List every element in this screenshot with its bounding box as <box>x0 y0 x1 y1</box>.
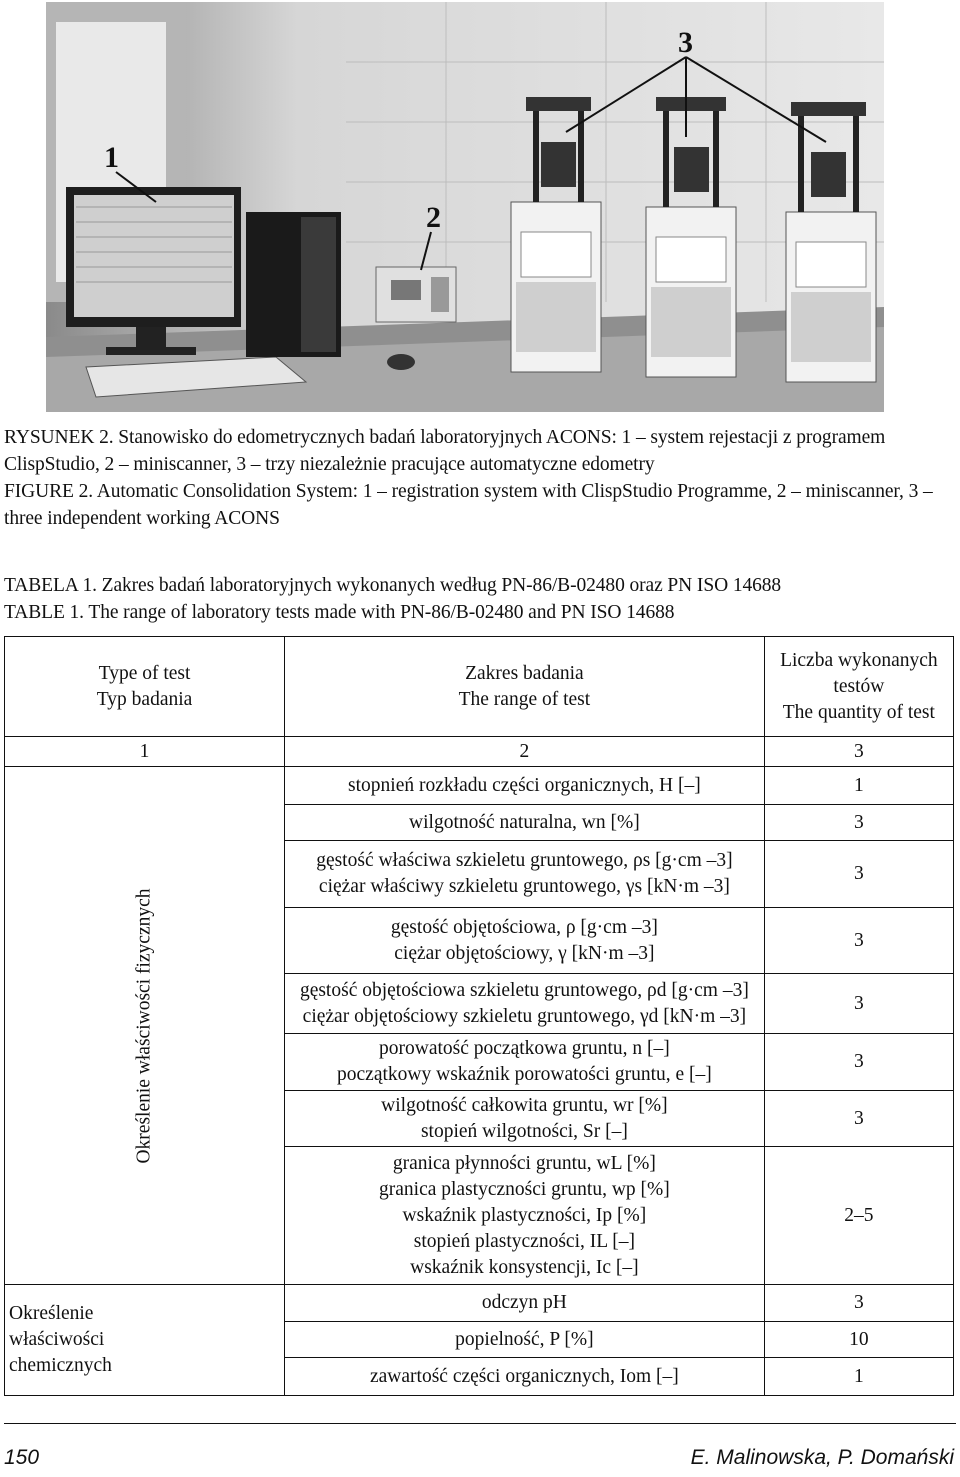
column-number: 1 <box>5 737 285 767</box>
running-authors: E. Malinowska, P. Domański <box>690 1446 954 1469</box>
column-number: 2 <box>285 737 765 767</box>
range-line: granica plastyczności gruntu, wp [%] <box>379 1178 670 1200</box>
range-cell <box>285 1091 765 1147</box>
callout-3: 3 <box>678 26 693 59</box>
range-line: stopnień rozkładu części organicznych, H [–] <box>348 774 701 796</box>
page-number: 150 <box>4 1446 40 1469</box>
range-line: gęstość objętościowa, ρ [g·cm –3] <box>390 916 658 938</box>
range-line: stopień plastyczności, IL [–] <box>413 1230 636 1252</box>
range-cell <box>285 767 765 805</box>
quantity-cell: 1 <box>764 767 953 805</box>
quantity-cell: 3 <box>764 805 953 841</box>
range-line: gęstość właściwa szkieletu gruntowego, ρs [g·cm –3] <box>316 850 733 871</box>
header-type-pl: Typ badania <box>96 688 193 710</box>
quantity-cell: 3 <box>764 1091 953 1147</box>
range-line: wskaźnik plastyczności, Ip [%] <box>402 1204 647 1226</box>
range-cell <box>285 974 765 1034</box>
header-range-pl: Zakres badania <box>465 662 584 684</box>
callout-2: 2 <box>426 201 441 234</box>
range-line: wskaźnik konsystencji, Ic [–] <box>410 1256 639 1278</box>
table-title-en: TABLE 1. The range of laboratory tests made with PN-86/B-02480 and PN ISO 14688 <box>4 602 675 623</box>
footer-divider <box>4 1423 956 1424</box>
column-number-row <box>5 737 954 767</box>
lab-photo <box>46 2 884 412</box>
group-chemical-label: Określenie <box>9 1303 94 1324</box>
group-chemical-label: właściwości <box>9 1329 105 1350</box>
range-line: zawartość części organicznych, Iom [–] <box>370 1365 679 1387</box>
column-number: 3 <box>764 737 953 767</box>
header-quantity-en: The quantity of test <box>782 701 935 723</box>
quantity-cell: 10 <box>764 1322 953 1358</box>
range-line: popielność, P [%] <box>455 1328 594 1350</box>
callout-1: 1 <box>104 141 119 174</box>
range-line: ciężar objętościowy, γ [kN·m –3] <box>394 942 655 964</box>
range-cell <box>285 1034 765 1091</box>
range-cell <box>285 841 765 908</box>
header-quantity-pl-2: testów <box>833 675 885 697</box>
range-line: ciężar właściwy szkieletu gruntowego, γs [kN·m –3] <box>318 876 730 897</box>
quantity-cell: 2–5 <box>764 1147 953 1285</box>
header-type <box>5 637 285 737</box>
header-range-en: The range of test <box>458 688 591 710</box>
range-line: początkowy wskaźnik porowatości gruntu, e [–] <box>337 1064 712 1085</box>
tests-table <box>4 636 954 1396</box>
figure-caption-en: FIGURE 2. Automatic Consolidation System: 1 – registration system with ClispStudio Programme, 2 – miniscanner, 3 – three independent working ACONS <box>4 481 933 529</box>
table-row <box>5 767 954 805</box>
header-quantity-pl-1: Liczba wykonanych <box>780 649 938 671</box>
quantity-cell: 3 <box>764 841 953 908</box>
range-cell <box>285 908 765 974</box>
range-line: wilgotność całkowita gruntu, wr [%] <box>381 1094 668 1116</box>
range-line: stopień wilgotności, Sr [–] <box>420 1120 628 1142</box>
quantity-cell: 3 <box>764 908 953 974</box>
range-cell <box>285 805 765 841</box>
range-line: ciężar objętościowy szkieletu gruntowego, γd [kN·m –3] <box>302 1005 747 1027</box>
group-chemical-cell <box>5 1285 285 1396</box>
table-row <box>5 1285 954 1322</box>
table-title-pl: TABELA 1. Zakres badań laboratoryjnych wykonanych według PN-86/B-02480 oraz PN ISO 14688 <box>4 575 782 596</box>
quantity-cell: 1 <box>764 1358 953 1396</box>
quantity-cell: 3 <box>764 1285 953 1322</box>
range-cell <box>285 1322 765 1358</box>
header-quantity <box>764 637 953 737</box>
range-line: porowatość początkowa gruntu, n [–] <box>379 1038 670 1059</box>
quantity-cell: 3 <box>764 1034 953 1091</box>
group-chemical-label: chemicznych <box>9 1355 112 1376</box>
range-line: gęstość objętościowa szkieletu gruntowego, ρd [g·cm –3] <box>299 979 749 1001</box>
range-line: wilgotność naturalna, wn [%] <box>409 811 640 833</box>
range-cell <box>285 1358 765 1396</box>
header-type-en: Type of test <box>98 662 191 684</box>
quantity-cell: 3 <box>764 974 953 1034</box>
group-physical-cell <box>5 767 285 1285</box>
range-line: granica płynności gruntu, wL [%] <box>392 1152 656 1174</box>
range-line: odczyn pH <box>481 1292 567 1313</box>
group-physical-label: Określenie właściwości fizycznych <box>133 887 155 1164</box>
header-range <box>285 637 765 737</box>
range-cell <box>285 1285 765 1322</box>
figure-caption-pl: RYSUNEK 2. Stanowisko do edometrycznych badań laboratoryjnych ACONS: 1 – system rejestacji z programem ClispStudio, 2 – miniscanner, 3 – trzy niezależnie pracujące automatyczne edometry <box>4 427 886 475</box>
range-cell <box>285 1147 765 1285</box>
header-row <box>5 637 954 737</box>
